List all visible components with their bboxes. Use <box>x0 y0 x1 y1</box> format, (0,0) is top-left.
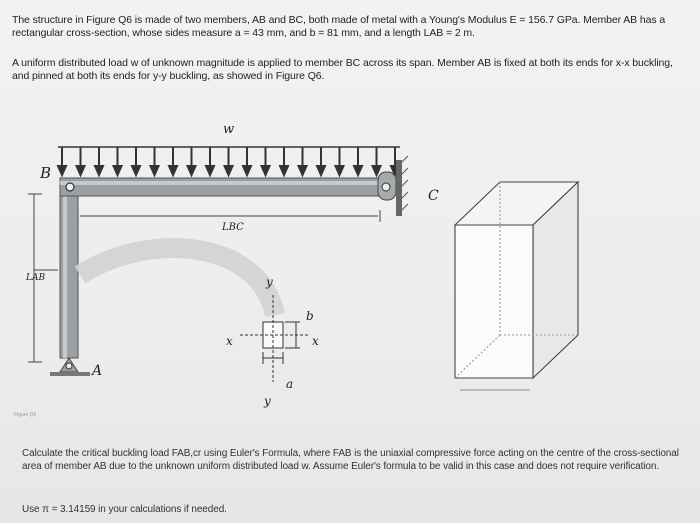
load-arrow-head <box>58 166 66 175</box>
member-bc <box>60 178 390 196</box>
load-arrow-head <box>77 166 85 175</box>
section-arc <box>80 248 275 315</box>
label-a-dim: a <box>286 377 294 391</box>
load-arrow-head <box>299 166 307 175</box>
load-arrow-head <box>188 166 196 175</box>
load-arrow-head <box>243 166 251 175</box>
load-arrow-head <box>354 166 362 175</box>
load-description: A uniform distributed load w of unknown magnitude is applied to member BC across its span. Member AB is fixed at both its ends for x-x buckling, and pinned at both its ends for y-y buckling, as showed in Figure Q6. <box>12 57 673 82</box>
pi-note: Use π = 3.14159 in your calculations if needed. <box>22 504 227 515</box>
dimension-lbc <box>78 210 380 222</box>
label-x-left: x <box>226 334 233 348</box>
label-c: C <box>428 188 439 204</box>
load-arrow-head <box>132 166 140 175</box>
load-arrow-head <box>373 166 381 175</box>
label-a: A <box>92 363 103 379</box>
label-b-dim: b <box>306 309 314 323</box>
label-lbc: LBC <box>222 222 244 233</box>
load-arrow-head <box>225 166 233 175</box>
load-arrow-head <box>114 166 122 175</box>
load-arrow-head <box>280 166 288 175</box>
load-label: w <box>223 122 235 137</box>
load-arrow-head <box>262 166 270 175</box>
support-a <box>50 358 90 376</box>
label-b: B <box>40 164 52 182</box>
load-arrow-head <box>336 166 344 175</box>
label-y-bottom: y <box>264 394 271 408</box>
pin-b <box>66 183 74 191</box>
label-y-top: y <box>266 275 273 289</box>
problem-intro: The structure in Figure Q6 is made of two members, AB and BC, both made of metal with a Young's Modulus E = 156.7 GPa. Member AB has a rectangular cross-section, whose sides measure a = 43 mm, and b = 81 mm, and a length LAB = 2 m. <box>12 14 666 39</box>
load-arrow-head <box>206 166 214 175</box>
distributed-load-arrows <box>58 147 400 175</box>
figure-caption: Figure Q6 <box>14 412 37 418</box>
figure-q6 <box>0 100 700 440</box>
member-ab <box>60 178 78 358</box>
load-arrow-head <box>95 166 103 175</box>
label-lab: LAB <box>26 273 46 283</box>
load-arrow-head <box>151 166 159 175</box>
label-x-right: x <box>312 334 319 348</box>
question-text: Calculate the critical buckling load FAB,cr using Euler's Formula, where FAB is the uniaxial compressive force acting on the centre of the cross-sectional area of member AB due to the unknown uniform distributed load w. Assume Euler's formula to be valid in this case and does not require verification. <box>22 448 679 472</box>
load-arrow-head <box>169 166 177 175</box>
load-arrow-head <box>317 166 325 175</box>
cross-section-3d-box <box>455 182 578 390</box>
